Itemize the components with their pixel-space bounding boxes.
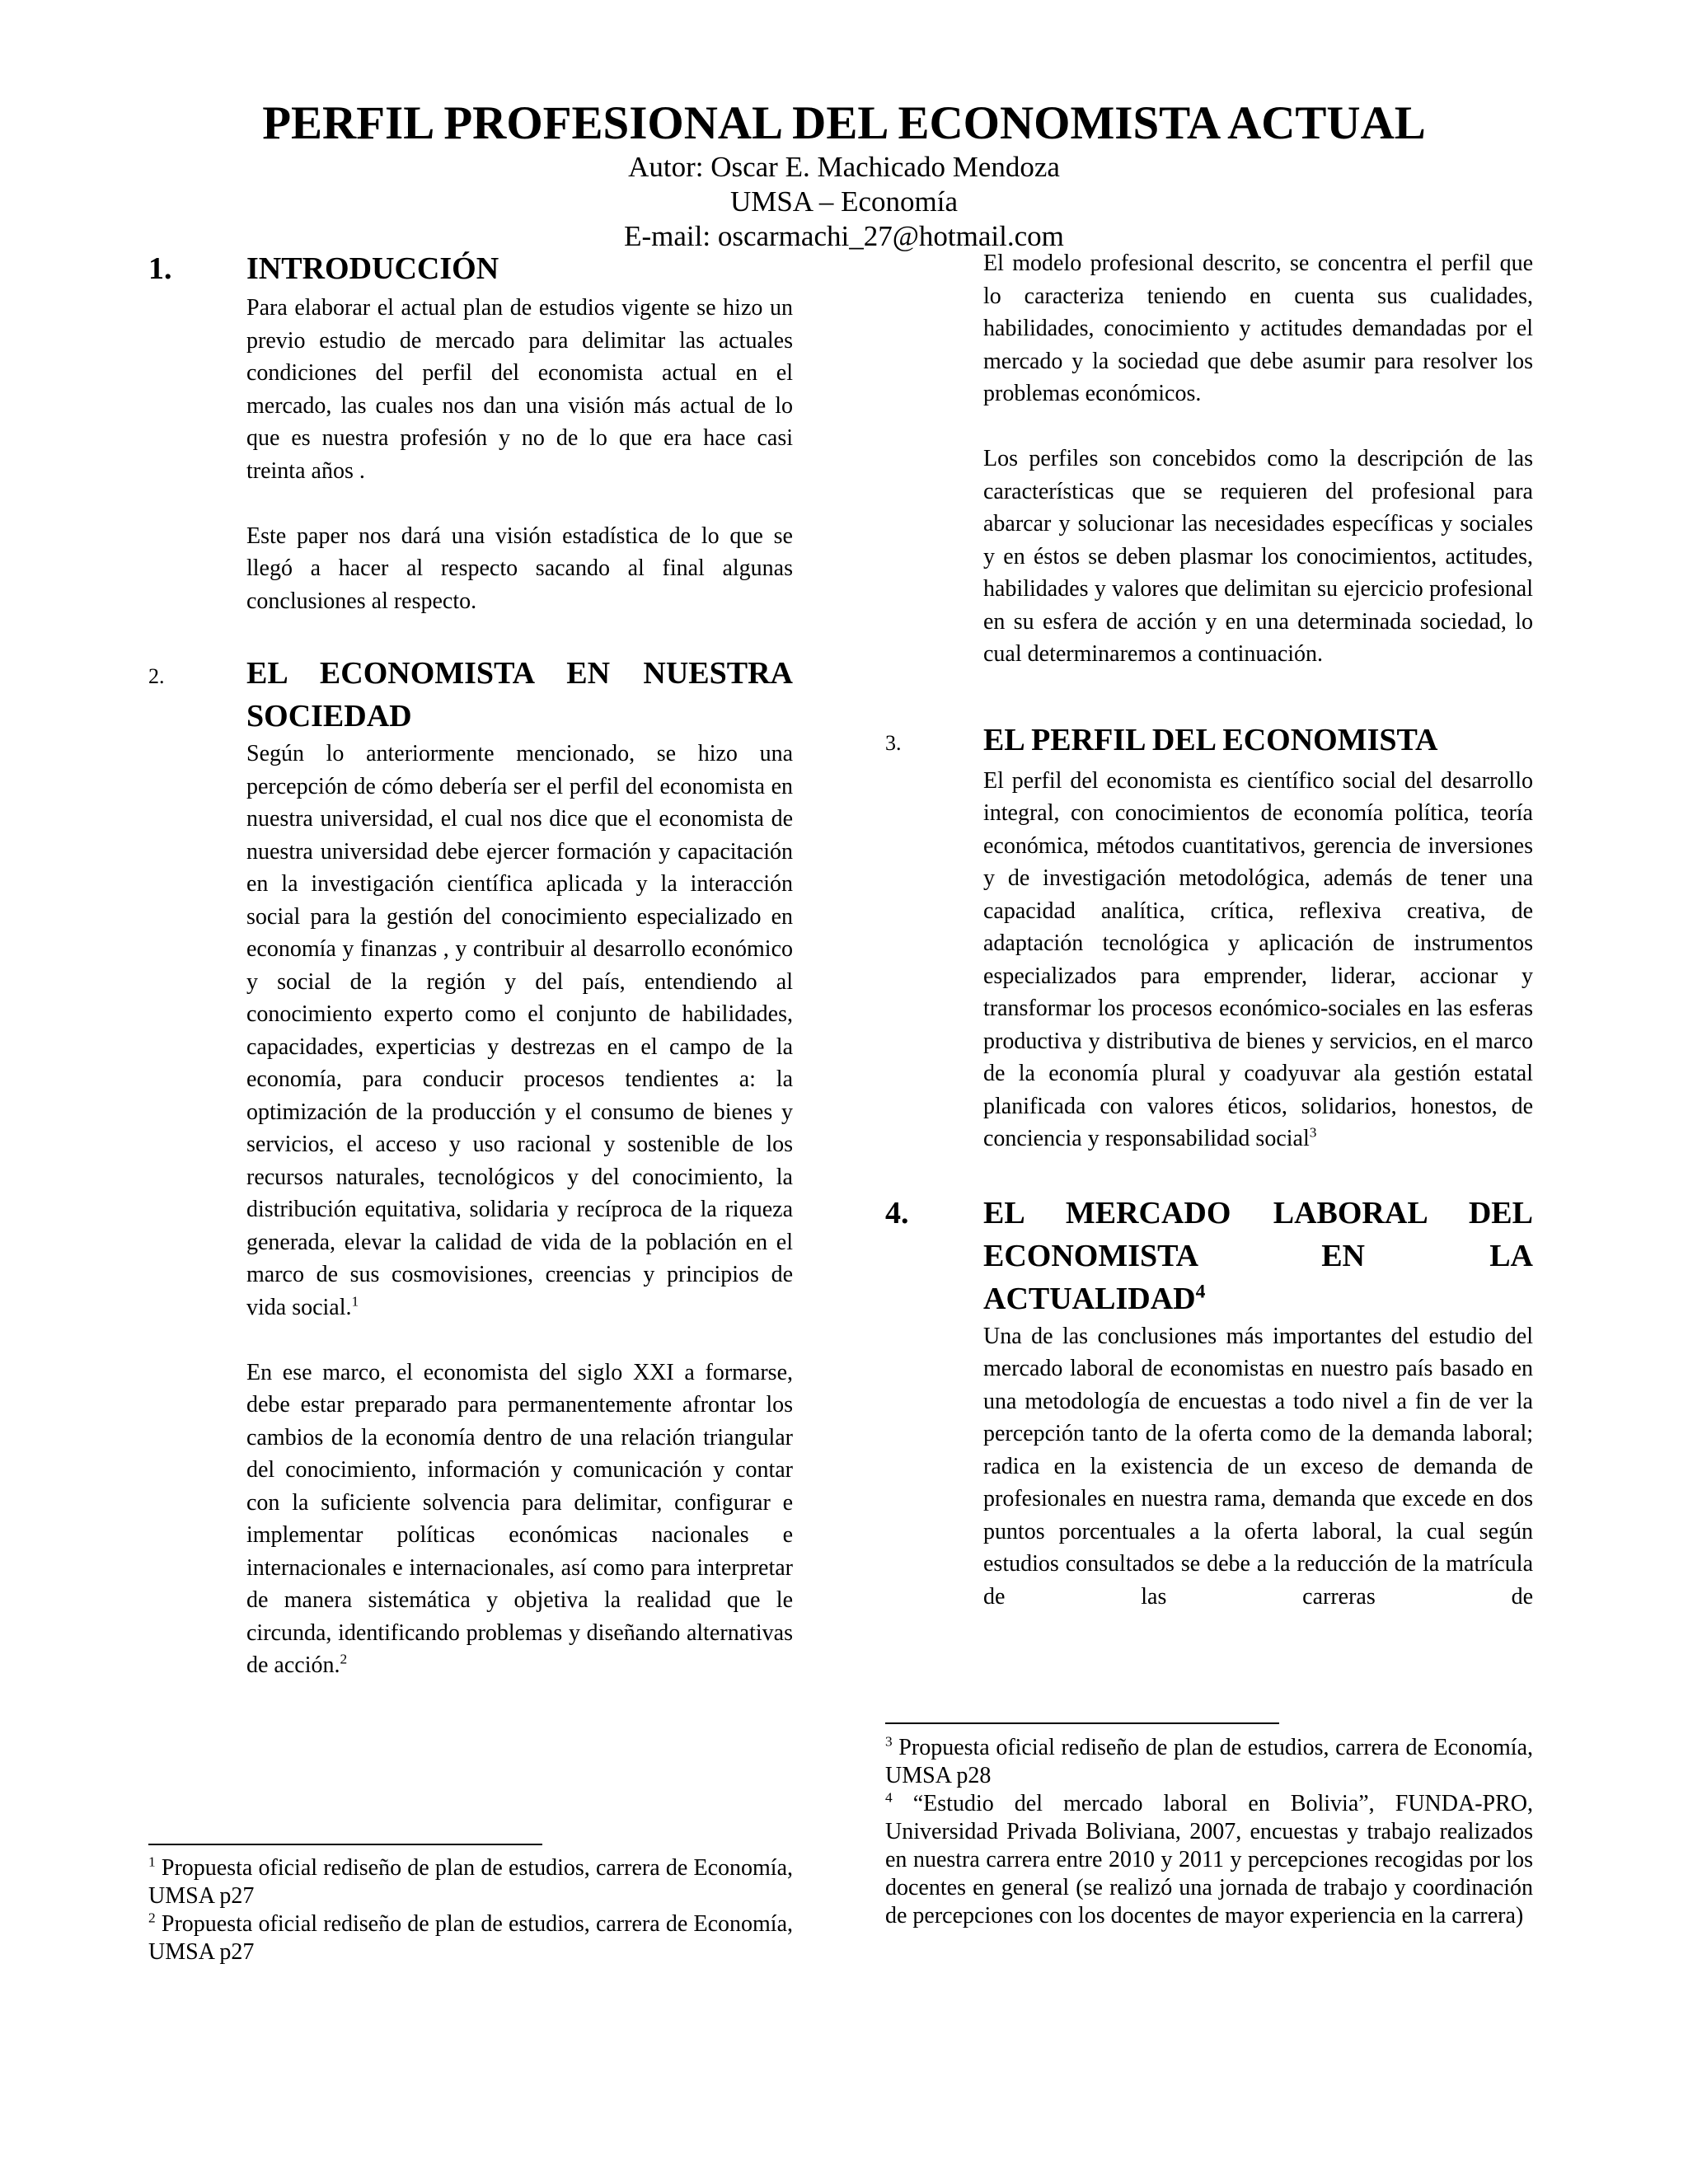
section-2-heading <box>148 652 793 738</box>
footnote-3: $^3$ Propuesta oficial rediseño de plan de estudios, carrera de Economía, UMSA p28 <box>885 1733 1533 1788</box>
footnote-3-mark: 3 <box>885 1733 893 1750</box>
section-3-paragraph-1: El perfil del economista es científico social del desarrollo integral, con conocimientos de economía política, teoría económica, métodos cuantitativos, gerencia de inversiones y de investigación metodológica, además de tener una capacidad analítica, crítica, reflexiva creativa, de adaptación tecnológica y aplicación de instrumentos especializados para emprender, liderar, accionar y transformar los procesos económico-sociales en las esferas productiva y distributiva de bienes y servicios, en el marco de la economía plural y coadyuvar ala gestión estatal planificada con valores éticos, solidarios, honestos, de conciencia y responsabilidad social$^3$ <box>983 767 1533 1151</box>
section-3-number: 3. <box>885 730 902 755</box>
section-1-title: INTRODUCCIÓN <box>246 251 499 286</box>
section-2-body <box>246 738 793 1682</box>
section-1-body <box>246 292 793 617</box>
section-1-number: 1. <box>148 251 172 286</box>
email-line: E-mail: oscarmachi_27@hotmail.com <box>624 220 1064 252</box>
footnote-4-mark: 4 <box>885 1789 893 1806</box>
institution-line: UMSA – Economía <box>729 185 959 218</box>
section-4-title-line-1: EL MERCADO LABORAL DEL <box>983 1195 1533 1230</box>
section-4-number: 4. <box>885 1195 909 1230</box>
section-2-paragraph-1: Según lo anteriormente mencionado, se hizo una percepción de cómo debería ser el perfil del economista en nuestra universidad, el cual nos dice que el economista de nuestra universidad debe ejercer formación y capacitación en la investigación científica aplicada y la interacción social para la gestión del conocimiento especializado en economía y finanzas , y contribuir al desarrollo económico y social de la región y del país, entendiendo al conocimiento experto como el conjunto de habilidades, capacidades, experticias y destrezas en el campo de la economía, para conducir procesos tendientes a: la optimización de la producción y el consumo de bienes y servicios, el acceso y uso racional y sostenible de los recursos naturales, tecnológicos y del conocimiento, la distribución equitativa, solidaria y recíproca de la riqueza generada, elevar la calidad de vida de la población en el marco de sus cosmovisiones, creencias y principios de vida social.$^1$ <box>246 741 793 1320</box>
right-footnote-rule <box>885 1722 1279 1724</box>
section-4-heading <box>885 1192 1533 1320</box>
paper-header <box>0 97 1688 254</box>
section-4-body <box>983 1320 1533 1614</box>
paper-title: PERFIL PROFESIONAL DEL ECONOMISTA ACTUAL <box>262 97 1426 149</box>
right-column <box>885 247 1533 1613</box>
section-2-number: 2. <box>148 664 165 688</box>
footnote-2-mark: 2 <box>148 1910 156 1926</box>
section-1-paragraph-1: Para elaborar el actual plan de estudios vigente se hizo un previo estudio de mercado para delimitar las actuales condiciones del perfil del economista actual en el mercado, las cuales nos dan una visión más actual de lo que es nuestra profesión y no de lo que era hace casi treinta años . <box>246 295 793 484</box>
section-2-title-line-1: EL ECONOMISTA EN NUESTRA <box>246 656 793 691</box>
section-3-title: EL PERFIL DEL ECONOMISTA <box>983 722 1438 757</box>
footnote-ref-3: 3 <box>1309 1124 1317 1141</box>
right-intro-paragraph-1: El modelo profesional descrito, se concentra el perfil que lo caracteriza teniendo en cuenta sus cualidades, habilidades, conocimiento y actitudes demandadas por el mercado y la sociedad que debe asumir para resolver los problemas económicos. <box>983 251 1533 406</box>
footnote-ref-1: 1 <box>351 1293 359 1310</box>
right-intro-paragraph-2: Los perfiles son concebidos como la descripción de las características que se requieren del profesional para abarcar y solucionar las necesidades específicas y sociales y en éstos se deben plasmar los conocimientos, actitudes, habilidades y valores que delimitan su ejercicio profesional en su esfera de acción y en una determinada sociedad, lo cual determinaremos a continuación. <box>983 446 1533 667</box>
section-3-body <box>983 765 1533 1155</box>
section-4-title-line-3: ACTUALIDAD$^4$ <box>983 1280 1206 1316</box>
section-3-heading <box>885 719 1533 765</box>
left-footnotes <box>148 1854 793 1966</box>
left-footnote-rule <box>148 1844 542 1845</box>
left-column <box>148 247 793 1682</box>
author-line: Autor: Oscar E. Machicado Mendoza <box>628 151 1060 183</box>
section-4-paragraph-1: Una de las conclusiones más importantes del estudio del mercado laboral de economistas en nuestro país basado en una metodología de encuestas a todo nivel a fin de ver la percepción tanto de la oferta como de la demanda laboral; radica en la existencia de un exceso de demanda de profesionales en nuestra rama, demanda que excede en dos puntos porcentuales a la oferta laboral, la cual según estudios consultados se debe a la reducción de la matrícula de las carreras de <box>983 1323 1533 1610</box>
footnote-4: $^4$ “Estudio del mercado laboral en Bolivia”, FUNDA-PRO, Universidad Privada Boliviana, 2007, encuestas y trabajo realizados en nuestra carrera entre 2010 y 2011 y percepciones recogidas por los docentes en general (se realizó una jornada de trabajo y coordinación de percepciones con los docentes de mayor experiencia en la carrera) <box>885 1789 1533 1929</box>
section-4-title-line-2: ECONOMISTA EN LA <box>983 1238 1533 1273</box>
section-2-paragraph-2: En ese marco, el economista del siglo XXI a formarse, debe estar preparado para permanentemente afrontar los cambios de la economía dentro de una relación triangular del conocimiento, información y comunicación y contar con la suficiente solvencia para delimitar, configurar e implementar políticas económicas nacionales e internacionales e internacionales, así como para interpretar de manera sistemática y objetiva la realidad que le circunda, identificando problemas y diseñando alternativas de acción.$^2$ <box>246 1359 793 1678</box>
footnote-1-mark: 1 <box>148 1854 156 1870</box>
footnote-ref-2: 2 <box>340 1651 348 1667</box>
footnote-ref-4: 4 <box>1195 1280 1206 1302</box>
right-intro-body <box>983 247 1533 671</box>
section-2-title-line-2: SOCIEDAD <box>246 699 412 733</box>
footnote-2: $^2$ Propuesta oficial rediseño de plan de estudios, carrera de Economía, UMSA p27 <box>148 1910 793 1965</box>
section-1-heading <box>148 247 793 290</box>
footnote-1: $^1$ Propuesta oficial rediseño de plan de estudios, carrera de Economía, UMSA p27 <box>148 1854 793 1909</box>
right-footnotes <box>885 1734 1533 1930</box>
section-1-paragraph-2: Este paper nos dará una visión estadística de lo que se llegó a hacer al respecto sacando al final algunas conclusiones al respecto. <box>246 523 793 614</box>
